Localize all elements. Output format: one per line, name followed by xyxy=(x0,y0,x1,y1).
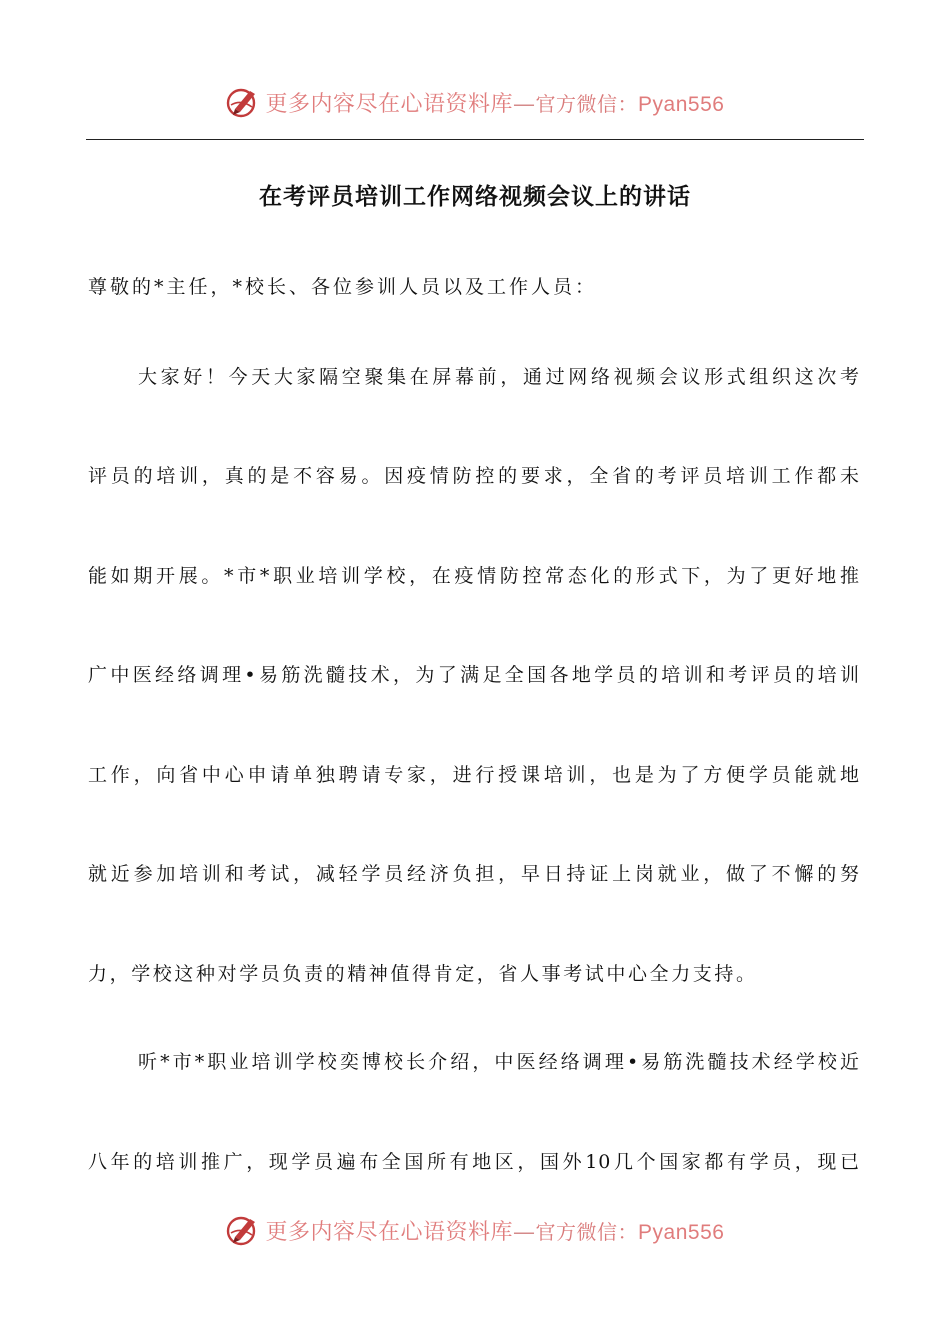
paragraph2-line-1: 听*市*职业培训学校奕博校长介绍，中医经络调理•易筋洗髓技术经学校近 xyxy=(138,1051,860,1073)
watermark-text: 更多内容尽在心语资料库—官方微信：Pyan556 xyxy=(265,91,725,117)
paragraph1-line-6: 就近参加培训和考试，减轻学员经济负担，早日持证上岗就业，做了不懈的努 xyxy=(88,863,860,885)
paragraph1-line-5: 工作，向省中心申请单独聘请专家，进行授课培训，也是为了方便学员能就地 xyxy=(88,764,860,786)
paragraph1-line-7: 力，学校这种对学员负责的精神值得肯定，省人事考试中心全力支持。 xyxy=(88,963,758,985)
paragraph1-line-4: 广中医经络调理•易筋洗髓技术，为了满足全国各地学员的培训和考评员的培训 xyxy=(88,664,860,686)
pen-logo-icon xyxy=(226,1213,260,1247)
pen-logo-icon xyxy=(226,85,260,119)
watermark-text: 更多内容尽在心语资料库—官方微信：Pyan556 xyxy=(265,1219,725,1245)
header-watermark xyxy=(0,82,950,122)
footer-watermark xyxy=(0,1210,950,1250)
paragraph1-line-1: 大家好！今天大家隔空聚集在屏幕前，通过网络视频会议形式组织这次考 xyxy=(138,366,860,388)
document-title: 在考评员培训工作网络视频会议上的讲话 xyxy=(259,184,691,210)
paragraph1-line-2: 评员的培训，真的是不容易。因疫情防控的要求，全省的考评员培训工作都未 xyxy=(88,465,860,487)
salutation: 尊敬的*主任，*校长、各位参训人员以及工作人员： xyxy=(88,276,598,298)
paragraph2-line-2: 八年的培训推广，现学员遍布全国所有地区，国外10几个国家都有学员，现已 xyxy=(88,1151,860,1173)
paragraph1-line-3: 能如期开展。*市*职业培训学校，在疫情防控常态化的形式下，为了更好地推 xyxy=(88,565,860,587)
header-rule xyxy=(86,139,864,140)
